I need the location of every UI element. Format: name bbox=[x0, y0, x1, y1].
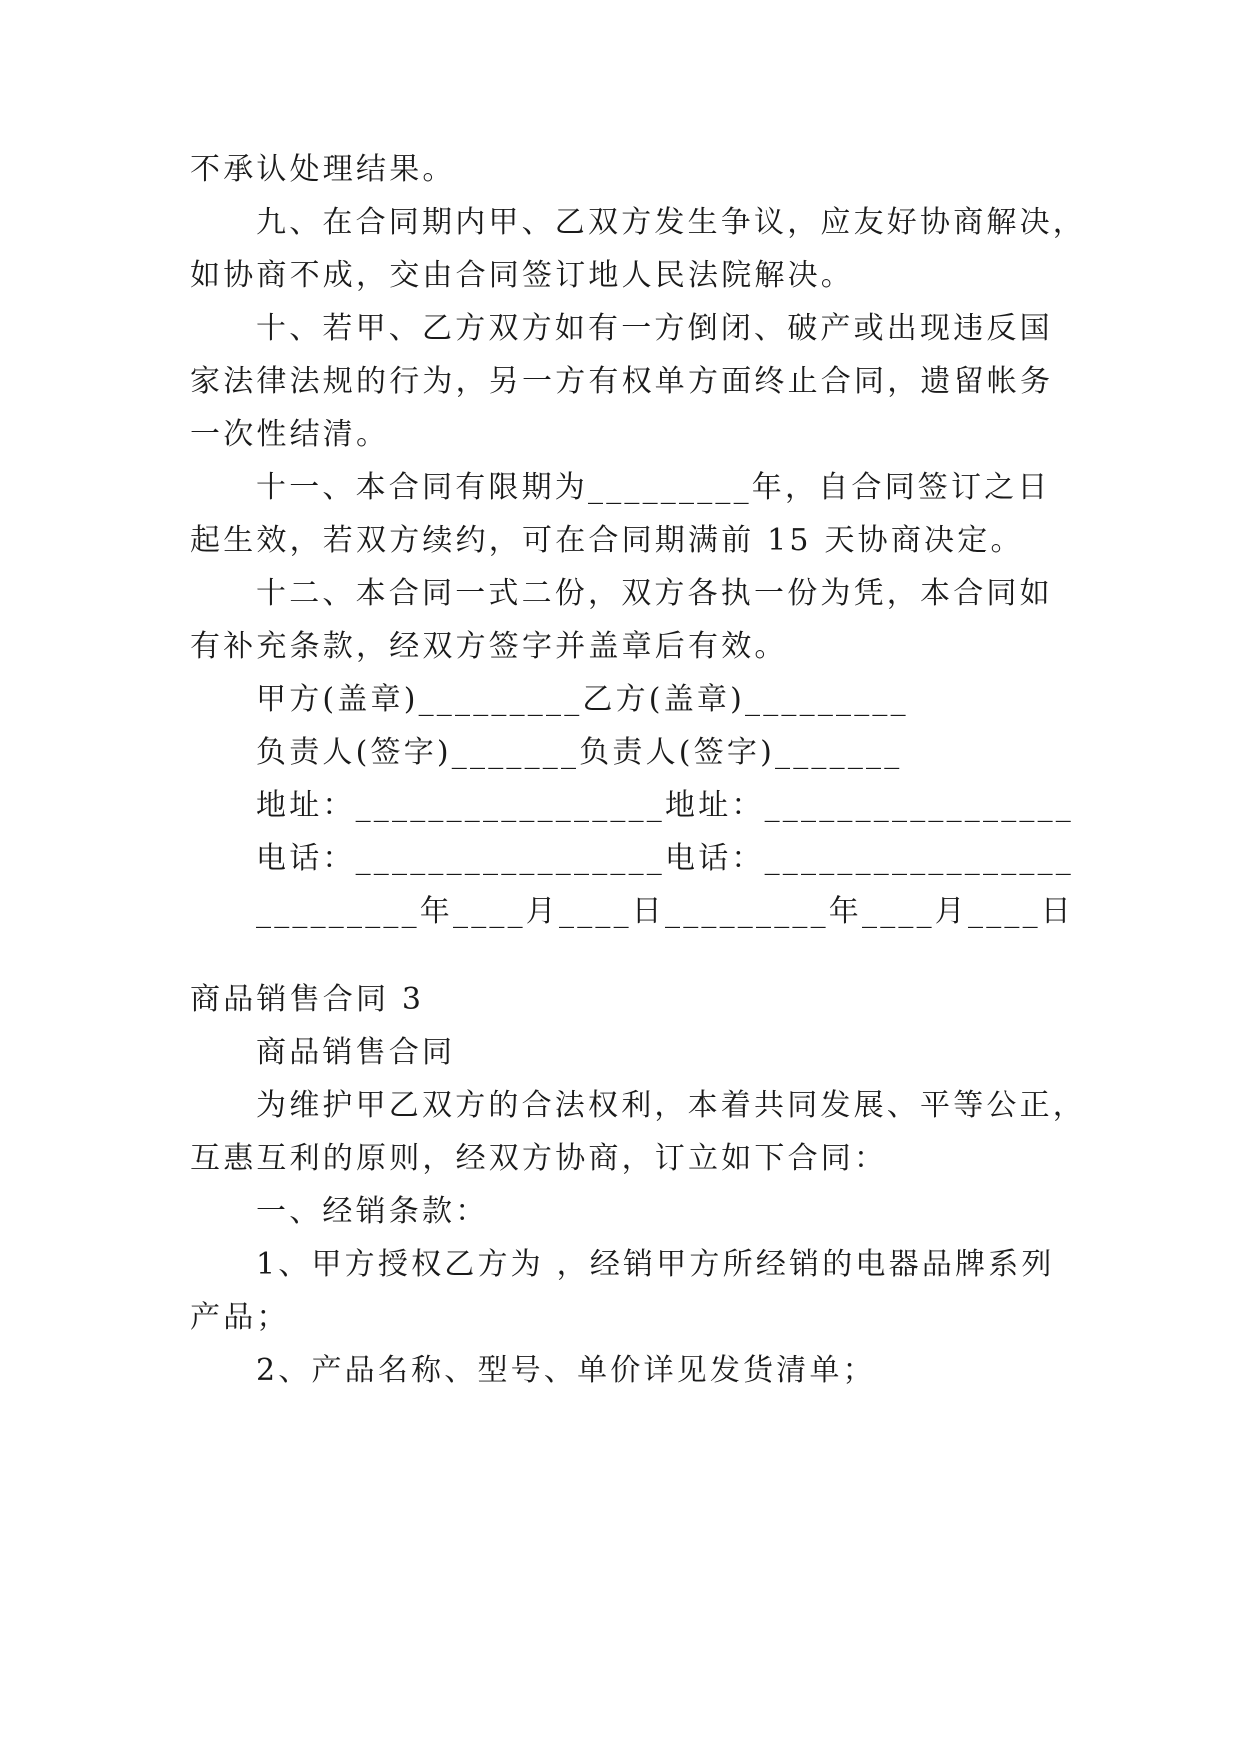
seal-line: 甲方(盖章)_________乙方(盖章)_________ bbox=[256, 682, 909, 717]
clause-10-line-2: 家法律法规的行为，另一方有权单方面终止合同，遗留帐务 bbox=[190, 364, 1054, 399]
item-2-line: 2、产品名称、型号、单价详见发货清单； bbox=[256, 1353, 876, 1388]
item-1-line-2: 产品； bbox=[190, 1300, 290, 1335]
clause-12-line-1: 十二、本合同一式二份，双方各执一份为凭，本合同如 bbox=[256, 576, 1053, 611]
clause-10-line-1: 十、若甲、乙方双方如有一方倒闭、破产或出现违反国 bbox=[256, 311, 1053, 346]
preamble-line-2: 互惠互利的原则，经双方协商，订立如下合同： bbox=[190, 1141, 888, 1176]
signature-line: 负责人(签字)_______负责人(签字)_______ bbox=[256, 735, 903, 770]
clause-11-line-1: 十一、本合同有限期为_________年，自合同签订之日 bbox=[256, 470, 1051, 505]
clause-12-line-2: 有补充条款，经双方签字并盖章后有效。 bbox=[190, 629, 788, 664]
section-title: 商品销售合同 3 bbox=[190, 982, 425, 1017]
clause-9-line-1: 九、在合同期内甲、乙双方发生争议，应友好协商解决， bbox=[256, 205, 1086, 240]
clause-10-line-3: 一次性结清。 bbox=[190, 417, 390, 452]
clause-9-line-2: 如协商不成，交由合同签订地人民法院解决。 bbox=[190, 258, 854, 293]
preamble-line-1: 为维护甲乙双方的合法权利，本着共同发展、平等公正， bbox=[256, 1088, 1086, 1123]
date-line: _________年____月____日_________年____月____日 bbox=[256, 894, 1074, 929]
item-1-line-1: 1、甲方授权乙方为 ，经销甲方所经销的电器品牌系列 bbox=[256, 1247, 1055, 1282]
contract-title: 商品销售合同 bbox=[256, 1035, 456, 1070]
text-line: 不承认处理结果。 bbox=[190, 152, 456, 187]
clause-11-line-2: 起生效，若双方续约，可在合同期满前 15 天协商决定。 bbox=[190, 523, 1024, 558]
section-1-heading: 一、经销条款： bbox=[256, 1194, 489, 1229]
address-line: 地址：_________________地址：_________________ bbox=[256, 788, 1074, 823]
phone-line: 电话：_________________电话：_________________ bbox=[256, 841, 1074, 876]
